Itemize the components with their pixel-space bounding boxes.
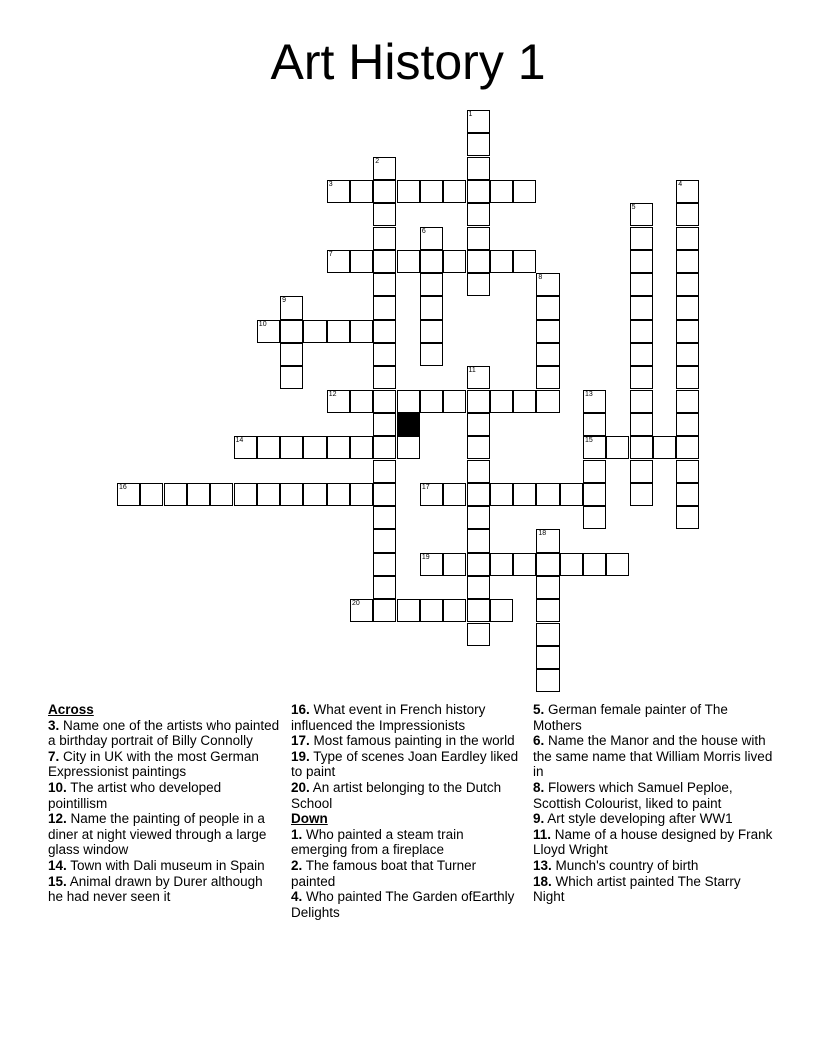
grid-cell[interactable] bbox=[327, 250, 350, 273]
clue-number: 19 bbox=[421, 553, 430, 561]
grid-cell[interactable] bbox=[373, 296, 396, 319]
grid-cell[interactable] bbox=[327, 390, 350, 413]
grid-cell[interactable] bbox=[676, 180, 699, 203]
grid-cell[interactable] bbox=[630, 436, 653, 459]
grid-cell[interactable] bbox=[420, 343, 443, 366]
clue-down-8: 8. Flowers which Samuel Peploe, Scottish Colourist, liked to paint bbox=[533, 779, 733, 811]
clue-number: 20 bbox=[352, 600, 360, 608]
grid-cell[interactable] bbox=[560, 553, 583, 576]
clue-across-17: 17. Most famous painting in the world bbox=[291, 733, 515, 749]
grid-cell[interactable] bbox=[467, 390, 490, 413]
grid-cell[interactable] bbox=[397, 436, 420, 459]
grid-cell[interactable] bbox=[536, 529, 559, 552]
grid-cell[interactable] bbox=[373, 227, 396, 250]
clue-down-2: 2. The famous boat that Turner painted bbox=[291, 857, 477, 889]
clue-down-11: 11. Name of a house designed by Frank Lloyd Wright bbox=[533, 826, 773, 858]
grid-cell[interactable] bbox=[420, 553, 443, 576]
grid-cell[interactable] bbox=[420, 483, 443, 506]
grid-cell[interactable] bbox=[350, 599, 373, 622]
grid-cell[interactable] bbox=[397, 250, 420, 273]
grid-cell[interactable] bbox=[583, 483, 606, 506]
clue-across-12: 12. Name the painting of people in a diner at night viewed through a large glass window bbox=[48, 811, 267, 858]
clue-down-1: 1. Who painted a steam train emerging from a fireplace bbox=[291, 826, 464, 858]
grid-cell[interactable] bbox=[490, 553, 513, 576]
grid-cell[interactable] bbox=[280, 320, 303, 343]
grid-cell[interactable] bbox=[583, 553, 606, 576]
grid-cell[interactable] bbox=[676, 436, 699, 459]
grid-cell[interactable] bbox=[630, 296, 653, 319]
clue-number: 10 bbox=[258, 320, 267, 328]
grid-cell[interactable] bbox=[373, 250, 396, 273]
grid-cell[interactable] bbox=[420, 296, 443, 319]
grid-cell[interactable] bbox=[373, 553, 396, 576]
grid-cell[interactable] bbox=[443, 250, 466, 273]
grid-cell[interactable] bbox=[327, 320, 350, 343]
grid-cell[interactable] bbox=[280, 483, 303, 506]
grid-cell[interactable] bbox=[373, 343, 396, 366]
grid-cell[interactable] bbox=[350, 250, 373, 273]
grid-cell[interactable] bbox=[676, 273, 699, 296]
grid-cell[interactable] bbox=[536, 623, 559, 646]
black-cell bbox=[397, 413, 420, 436]
grid-cell[interactable] bbox=[117, 483, 140, 506]
clue-number: 5 bbox=[631, 204, 636, 212]
grid-cell[interactable] bbox=[420, 599, 443, 622]
grid-cell[interactable] bbox=[373, 483, 396, 506]
grid-cell[interactable] bbox=[397, 180, 420, 203]
grid-cell[interactable] bbox=[443, 599, 466, 622]
clue-number: 1 bbox=[468, 111, 473, 118]
grid-cell[interactable] bbox=[373, 203, 396, 226]
clue-across-16: 16. What event in French history influenced the Impressionists bbox=[291, 702, 486, 733]
clue-column-1 bbox=[48, 702, 280, 905]
grid-cell[interactable] bbox=[373, 180, 396, 203]
clue-down-18: 18. Which artist painted The Starry Night bbox=[533, 873, 741, 905]
grid-cell[interactable] bbox=[676, 460, 699, 483]
grid-cell[interactable] bbox=[630, 413, 653, 436]
grid-cell[interactable] bbox=[327, 180, 350, 203]
clue-number: 17 bbox=[421, 483, 430, 491]
grid-cell[interactable] bbox=[630, 390, 653, 413]
grid-cell[interactable] bbox=[443, 180, 466, 203]
grid-cell[interactable] bbox=[606, 436, 629, 459]
grid-cell[interactable] bbox=[373, 529, 396, 552]
grid-cell[interactable] bbox=[630, 250, 653, 273]
clue-number: 11 bbox=[468, 367, 476, 375]
grid-cell[interactable] bbox=[630, 343, 653, 366]
grid-cell[interactable] bbox=[420, 250, 443, 273]
clue-number: 7 bbox=[328, 250, 333, 258]
grid-cell[interactable] bbox=[420, 180, 443, 203]
grid-cell[interactable] bbox=[536, 296, 559, 319]
grid-cell[interactable] bbox=[280, 366, 303, 389]
grid-cell[interactable] bbox=[513, 483, 536, 506]
down-header: Down bbox=[291, 811, 328, 827]
grid-cell[interactable] bbox=[187, 483, 210, 506]
grid-cell[interactable] bbox=[630, 460, 653, 483]
grid-cell[interactable] bbox=[630, 483, 653, 506]
grid-cell[interactable] bbox=[676, 296, 699, 319]
grid-cell[interactable] bbox=[257, 320, 280, 343]
grid-cell[interactable] bbox=[490, 483, 513, 506]
grid-cell[interactable] bbox=[373, 506, 396, 529]
grid-cell[interactable] bbox=[467, 366, 490, 389]
grid-cell[interactable] bbox=[420, 273, 443, 296]
clue-across-20: 20. An artist belonging to the Dutch School bbox=[291, 779, 502, 811]
grid-cell[interactable] bbox=[467, 529, 490, 552]
grid-cell[interactable] bbox=[676, 506, 699, 529]
grid-cell[interactable] bbox=[583, 506, 606, 529]
grid-cell[interactable] bbox=[280, 343, 303, 366]
grid-cell[interactable] bbox=[513, 553, 536, 576]
clue-down-5: 5. German female painter of The Mothers bbox=[533, 702, 728, 733]
grid-cell[interactable] bbox=[467, 483, 490, 506]
grid-cell[interactable] bbox=[350, 390, 373, 413]
grid-cell[interactable] bbox=[536, 483, 559, 506]
grid-cell[interactable] bbox=[210, 483, 233, 506]
clue-number: 4 bbox=[678, 180, 683, 188]
grid-cell[interactable] bbox=[583, 436, 606, 459]
grid-cell[interactable] bbox=[467, 133, 490, 156]
grid-cell[interactable] bbox=[583, 413, 606, 436]
clue-column-2 bbox=[291, 702, 523, 920]
grid-cell[interactable] bbox=[583, 390, 606, 413]
grid-cell[interactable] bbox=[397, 390, 420, 413]
grid-cell[interactable] bbox=[373, 157, 396, 180]
grid-cell[interactable] bbox=[676, 343, 699, 366]
grid-cell[interactable] bbox=[397, 599, 420, 622]
grid-cell[interactable] bbox=[536, 599, 559, 622]
grid-cell[interactable] bbox=[420, 390, 443, 413]
clue-number: 14 bbox=[235, 437, 244, 445]
grid-cell[interactable] bbox=[350, 320, 373, 343]
grid-cell[interactable] bbox=[490, 250, 513, 273]
grid-cell[interactable] bbox=[420, 320, 443, 343]
clue-down-9: 9. Art style developing after WW1 bbox=[533, 811, 733, 827]
clue-number: 15 bbox=[585, 437, 593, 445]
grid-cell[interactable] bbox=[490, 180, 513, 203]
grid-cell[interactable] bbox=[420, 227, 443, 250]
grid-cell[interactable] bbox=[490, 390, 513, 413]
clue-down-4: 4. Who painted The Garden ofEarthly Delights bbox=[291, 889, 515, 920]
grid-cell[interactable] bbox=[560, 483, 583, 506]
grid-cell[interactable] bbox=[536, 646, 559, 669]
grid-cell[interactable] bbox=[676, 203, 699, 226]
clue-across-3: 3. Name one of the artists who painted a birthday portrait of Billy Connolly bbox=[48, 717, 280, 749]
grid-cell[interactable] bbox=[467, 413, 490, 436]
grid-cell[interactable] bbox=[303, 483, 326, 506]
grid-cell[interactable] bbox=[373, 390, 396, 413]
grid-cell[interactable] bbox=[467, 553, 490, 576]
grid-cell[interactable] bbox=[350, 436, 373, 459]
grid-cell[interactable] bbox=[373, 320, 396, 343]
clue-column-3 bbox=[533, 702, 773, 905]
grid-cell[interactable] bbox=[467, 227, 490, 250]
grid-cell[interactable] bbox=[467, 460, 490, 483]
grid-cell[interactable] bbox=[257, 483, 280, 506]
grid-cell[interactable] bbox=[676, 227, 699, 250]
clue-number: 12 bbox=[328, 390, 337, 398]
grid-cell[interactable] bbox=[536, 343, 559, 366]
grid-cell[interactable] bbox=[630, 203, 653, 226]
grid-cell[interactable] bbox=[373, 273, 396, 296]
across-header: Across bbox=[48, 702, 94, 717]
grid-cell[interactable] bbox=[467, 599, 490, 622]
page-title: Art History 1 bbox=[270, 34, 546, 90]
grid-cell[interactable] bbox=[280, 296, 303, 319]
grid-cell[interactable] bbox=[536, 669, 559, 692]
grid-cell[interactable] bbox=[653, 436, 676, 459]
grid-cell[interactable] bbox=[676, 390, 699, 413]
grid-cell[interactable] bbox=[676, 366, 699, 389]
grid-cell[interactable] bbox=[467, 576, 490, 599]
grid-cell[interactable] bbox=[257, 436, 280, 459]
grid-cell[interactable] bbox=[467, 157, 490, 180]
grid-cell[interactable] bbox=[630, 320, 653, 343]
grid-cell[interactable] bbox=[490, 599, 513, 622]
grid-cell[interactable] bbox=[234, 436, 257, 459]
grid-cell[interactable] bbox=[467, 110, 490, 133]
grid-cell[interactable] bbox=[536, 553, 559, 576]
grid-cell[interactable] bbox=[164, 483, 187, 506]
clue-across-19: 19. Type of scenes Joan Eardley liked to paint bbox=[291, 748, 519, 780]
grid-cell[interactable] bbox=[630, 366, 653, 389]
grid-cell[interactable] bbox=[467, 506, 490, 529]
grid-cell[interactable] bbox=[536, 320, 559, 343]
grid-cell[interactable] bbox=[303, 320, 326, 343]
grid-cell[interactable] bbox=[513, 180, 536, 203]
grid-cell[interactable] bbox=[373, 576, 396, 599]
grid-cell[interactable] bbox=[303, 436, 326, 459]
grid-cell[interactable] bbox=[467, 273, 490, 296]
grid-cell[interactable] bbox=[536, 390, 559, 413]
grid-cell[interactable] bbox=[606, 553, 629, 576]
grid-cell[interactable] bbox=[676, 250, 699, 273]
grid-cell[interactable] bbox=[630, 273, 653, 296]
grid-cell[interactable] bbox=[536, 273, 559, 296]
grid-cell[interactable] bbox=[536, 576, 559, 599]
grid-cell[interactable] bbox=[373, 460, 396, 483]
grid-cell[interactable] bbox=[373, 599, 396, 622]
grid-cell[interactable] bbox=[583, 460, 606, 483]
grid-cell[interactable] bbox=[467, 623, 490, 646]
clue-number: 8 bbox=[538, 274, 543, 282]
grid-cell[interactable] bbox=[467, 250, 490, 273]
grid-cell[interactable] bbox=[373, 413, 396, 436]
clue-across-14: 14. Town with Dali museum in Spain bbox=[48, 857, 265, 873]
grid-cell[interactable] bbox=[443, 553, 466, 576]
clue-number: 13 bbox=[585, 390, 593, 398]
grid-cell[interactable] bbox=[350, 180, 373, 203]
clue-number: 3 bbox=[328, 180, 333, 188]
grid-cell[interactable] bbox=[467, 180, 490, 203]
grid-cell[interactable] bbox=[513, 390, 536, 413]
grid-cell[interactable] bbox=[443, 483, 466, 506]
grid-cell[interactable] bbox=[467, 203, 490, 226]
clue-number: 2 bbox=[375, 157, 380, 165]
grid-cell[interactable] bbox=[350, 483, 373, 506]
grid-cell[interactable] bbox=[327, 483, 350, 506]
clue-down-13: 13. Munch's country of birth bbox=[533, 857, 699, 873]
grid-cell[interactable] bbox=[234, 483, 257, 506]
grid-cell[interactable] bbox=[140, 483, 163, 506]
grid-cell[interactable] bbox=[536, 366, 559, 389]
clue-number: 6 bbox=[421, 227, 426, 235]
grid-cell[interactable] bbox=[513, 250, 536, 273]
clue-number: 18 bbox=[538, 530, 547, 538]
grid-cell[interactable] bbox=[630, 227, 653, 250]
grid-cell[interactable] bbox=[280, 436, 303, 459]
grid-cell[interactable] bbox=[373, 436, 396, 459]
grid-cell[interactable] bbox=[373, 366, 396, 389]
grid-cell[interactable] bbox=[443, 390, 466, 413]
clue-down-6: 6. Name the Manor and the house with the same name that William Morris lived in bbox=[533, 733, 773, 780]
clue-number: 16 bbox=[119, 483, 127, 491]
clue-number: 9 bbox=[282, 297, 286, 305]
grid-cell[interactable] bbox=[467, 436, 490, 459]
grid-cell[interactable] bbox=[676, 413, 699, 436]
clue-across-15: 15. Animal drawn by Durer although he had never seen it bbox=[48, 873, 263, 905]
clue-across-7: 7. City in UK with the most German Expressionist paintings bbox=[48, 748, 259, 780]
grid-cell[interactable] bbox=[676, 483, 699, 506]
grid-cell[interactable] bbox=[327, 436, 350, 459]
clue-across-10: 10. The artist who developed pointillism bbox=[48, 779, 222, 811]
grid-cell[interactable] bbox=[676, 320, 699, 343]
